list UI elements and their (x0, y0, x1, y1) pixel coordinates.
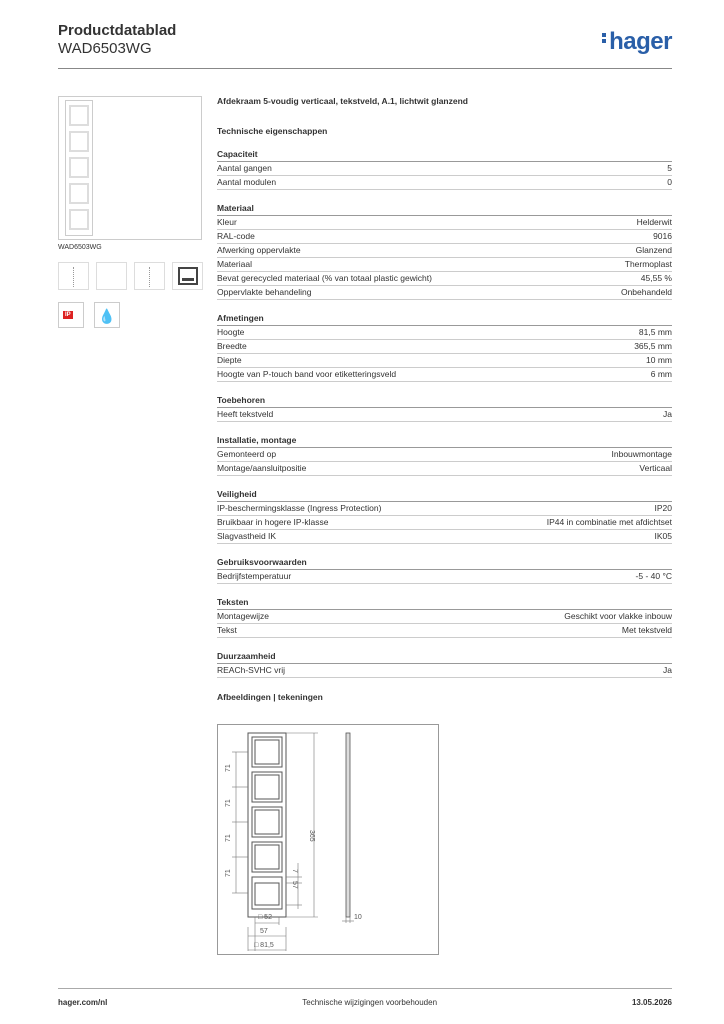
frame-windows (252, 737, 282, 909)
spec-label: Bedrijfstemperatuur (217, 571, 292, 581)
spec-value: -5 - 40 °C (635, 571, 672, 581)
spec-group-title: Gebruiksvoorwaarden (217, 557, 672, 570)
product-description: Afdekraam 5-voudig verticaal, tekstveld, A.1, lichtwit glanzend (217, 96, 468, 106)
spec-group-title: Teksten (217, 597, 672, 610)
footer-website-link[interactable]: hager.com/nl (58, 998, 108, 1007)
spec-group-title: Afmetingen (217, 313, 672, 326)
footer-divider (58, 988, 672, 989)
spec-row (217, 162, 672, 176)
spec-value: Inbouwmontage (611, 449, 672, 459)
spec-value: 10 mm (646, 355, 672, 365)
spec-label: Breedte (217, 341, 247, 351)
spec-value: Onbehandeld (620, 287, 672, 297)
pitch-label-1: 71 (225, 764, 232, 772)
spec-group-title: Toebehoren (217, 395, 672, 408)
spec-value: 9016 (653, 231, 672, 241)
spec-value: IK05 (654, 531, 672, 541)
spec-row (217, 326, 672, 340)
spec-label: Montagewijze (217, 611, 269, 621)
spec-value: IP20 (654, 503, 672, 513)
spec-row (217, 368, 672, 382)
certification-badges (58, 302, 120, 328)
spec-content (217, 96, 672, 702)
side-profile (346, 733, 350, 917)
spec-label: Diepte (217, 355, 242, 365)
spec-row (217, 244, 672, 258)
spec-row (217, 664, 672, 678)
spec-label: Montage/aansluitpositie (217, 463, 307, 473)
spec-label: Heeft tekstveld (217, 409, 274, 419)
water-drops-icon: 💧 (94, 302, 120, 328)
spec-label: IP-beschermingsklasse (Ingress Protection) (217, 503, 382, 513)
spec-row (217, 570, 672, 584)
inner-width-label: □ 52 (258, 914, 272, 921)
total-height-label: 365 (308, 830, 315, 842)
spec-value: Ja (663, 409, 672, 419)
spec-group-title: Installatie, montage (217, 435, 672, 448)
height-dimension-lines (286, 733, 318, 917)
footer-disclaimer: Technische wijzigingen voorbehouden (302, 998, 438, 1007)
outer-width-label: □ 81,5 (254, 942, 274, 949)
spec-row (217, 516, 672, 530)
spec-row (217, 258, 672, 272)
spec-value: Thermoplast (624, 259, 672, 269)
spec-label: Hoogte van P-touch band voor etiketteringsveld (217, 369, 397, 379)
spec-value: Glanzend (635, 245, 672, 255)
hager-logo: hager (602, 28, 672, 56)
spec-value: Met tekstveld (621, 625, 672, 635)
footer-date: 13.05.2026 (631, 998, 672, 1007)
spec-group-title: Duurzaamheid (217, 651, 672, 664)
spec-row (217, 176, 672, 190)
header-divider (58, 68, 672, 69)
product-image-caption: WAD6503WG (58, 244, 102, 251)
tech-heading: Technische eigenschappen (217, 126, 328, 136)
product-image (58, 96, 202, 240)
thumbnail-profile-view[interactable] (134, 262, 165, 290)
spec-label: Slagvastheid IK (217, 531, 277, 541)
spec-value: 365,5 mm (634, 341, 672, 351)
spec-label: Aantal modulen (217, 177, 277, 187)
spec-group-title: Veiligheid (217, 489, 672, 502)
spec-row (217, 230, 672, 244)
spec-label: Aantal gangen (217, 163, 272, 173)
thumbnail-label-field[interactable] (172, 262, 203, 290)
spec-label: Tekst (217, 625, 237, 635)
spec-label: Bevat gerecycled materiaal (% van totaal plastic gewicht) (217, 273, 432, 283)
spec-label: Kleur (217, 217, 237, 227)
spec-value: Geschikt voor vlakke inbouw (564, 611, 672, 621)
spec-label: Bruikbaar in hogere IP-klasse (217, 517, 329, 527)
spec-groups (217, 149, 672, 678)
spec-value: 0 (667, 177, 672, 187)
spec-row (217, 462, 672, 476)
spec-value: Helderwit (636, 217, 672, 227)
spec-group-title: Capaciteit (217, 149, 672, 162)
pitch-label-4: 71 (225, 869, 232, 877)
spec-row (217, 354, 672, 368)
pitch-label-2: 71 (225, 799, 232, 807)
spec-value: Ja (663, 665, 672, 675)
spec-value: 6 mm (650, 369, 672, 379)
spec-label: Oppervlakte behandeling (217, 287, 312, 297)
spec-value: 5 (667, 163, 672, 173)
technical-drawing (217, 724, 439, 955)
depth-dimension-lines (342, 917, 354, 923)
spec-label: RAL-code (217, 231, 255, 241)
depth-label: 10 (354, 914, 362, 921)
spec-value: 45,55 % (640, 273, 672, 283)
frame-outline (248, 733, 286, 917)
spec-row (217, 610, 672, 624)
page-subtitle: WAD6503WG (58, 40, 152, 57)
dimension-drawing (218, 725, 440, 956)
spec-row (217, 530, 672, 544)
spec-row (217, 272, 672, 286)
spec-label: Materiaal (217, 259, 252, 269)
spec-value: Verticaal (639, 463, 672, 473)
thumbnail-front-view[interactable] (58, 262, 89, 290)
spec-row (217, 624, 672, 638)
spec-row (217, 448, 672, 462)
page-header (58, 22, 176, 57)
drawings-heading: Afbeeldingen | tekeningen (217, 692, 323, 702)
pitch-dimension-lines (232, 752, 248, 893)
spec-label: Gemonteerd op (217, 449, 277, 459)
spec-row (217, 216, 672, 230)
spec-group-title: Materiaal (217, 203, 672, 216)
width-label: 57 (260, 928, 268, 935)
frame-illustration (65, 100, 93, 236)
logo-dots-icon (602, 31, 607, 45)
thumbnail-side-view[interactable] (96, 262, 127, 290)
label-height-label: 7 (291, 869, 298, 873)
spec-label: REACh-SVHC vrij (217, 665, 286, 675)
ip-rating-icon: IP (58, 302, 84, 328)
spec-row (217, 502, 672, 516)
spec-row (217, 408, 672, 422)
spec-row (217, 286, 672, 300)
window-label: 57 (291, 881, 298, 889)
thumbnail-strip (58, 262, 203, 290)
spec-label: Afwerking oppervlakte (217, 245, 301, 255)
spec-value: IP44 in combinatie met afdichtset (546, 517, 672, 527)
page-title: Productdatablad (58, 22, 177, 39)
page-footer (58, 998, 672, 1007)
spec-value: 81,5 mm (638, 327, 672, 337)
pitch-label-3: 71 (225, 834, 232, 842)
spec-label: Hoogte (217, 327, 245, 337)
spec-row (217, 340, 672, 354)
